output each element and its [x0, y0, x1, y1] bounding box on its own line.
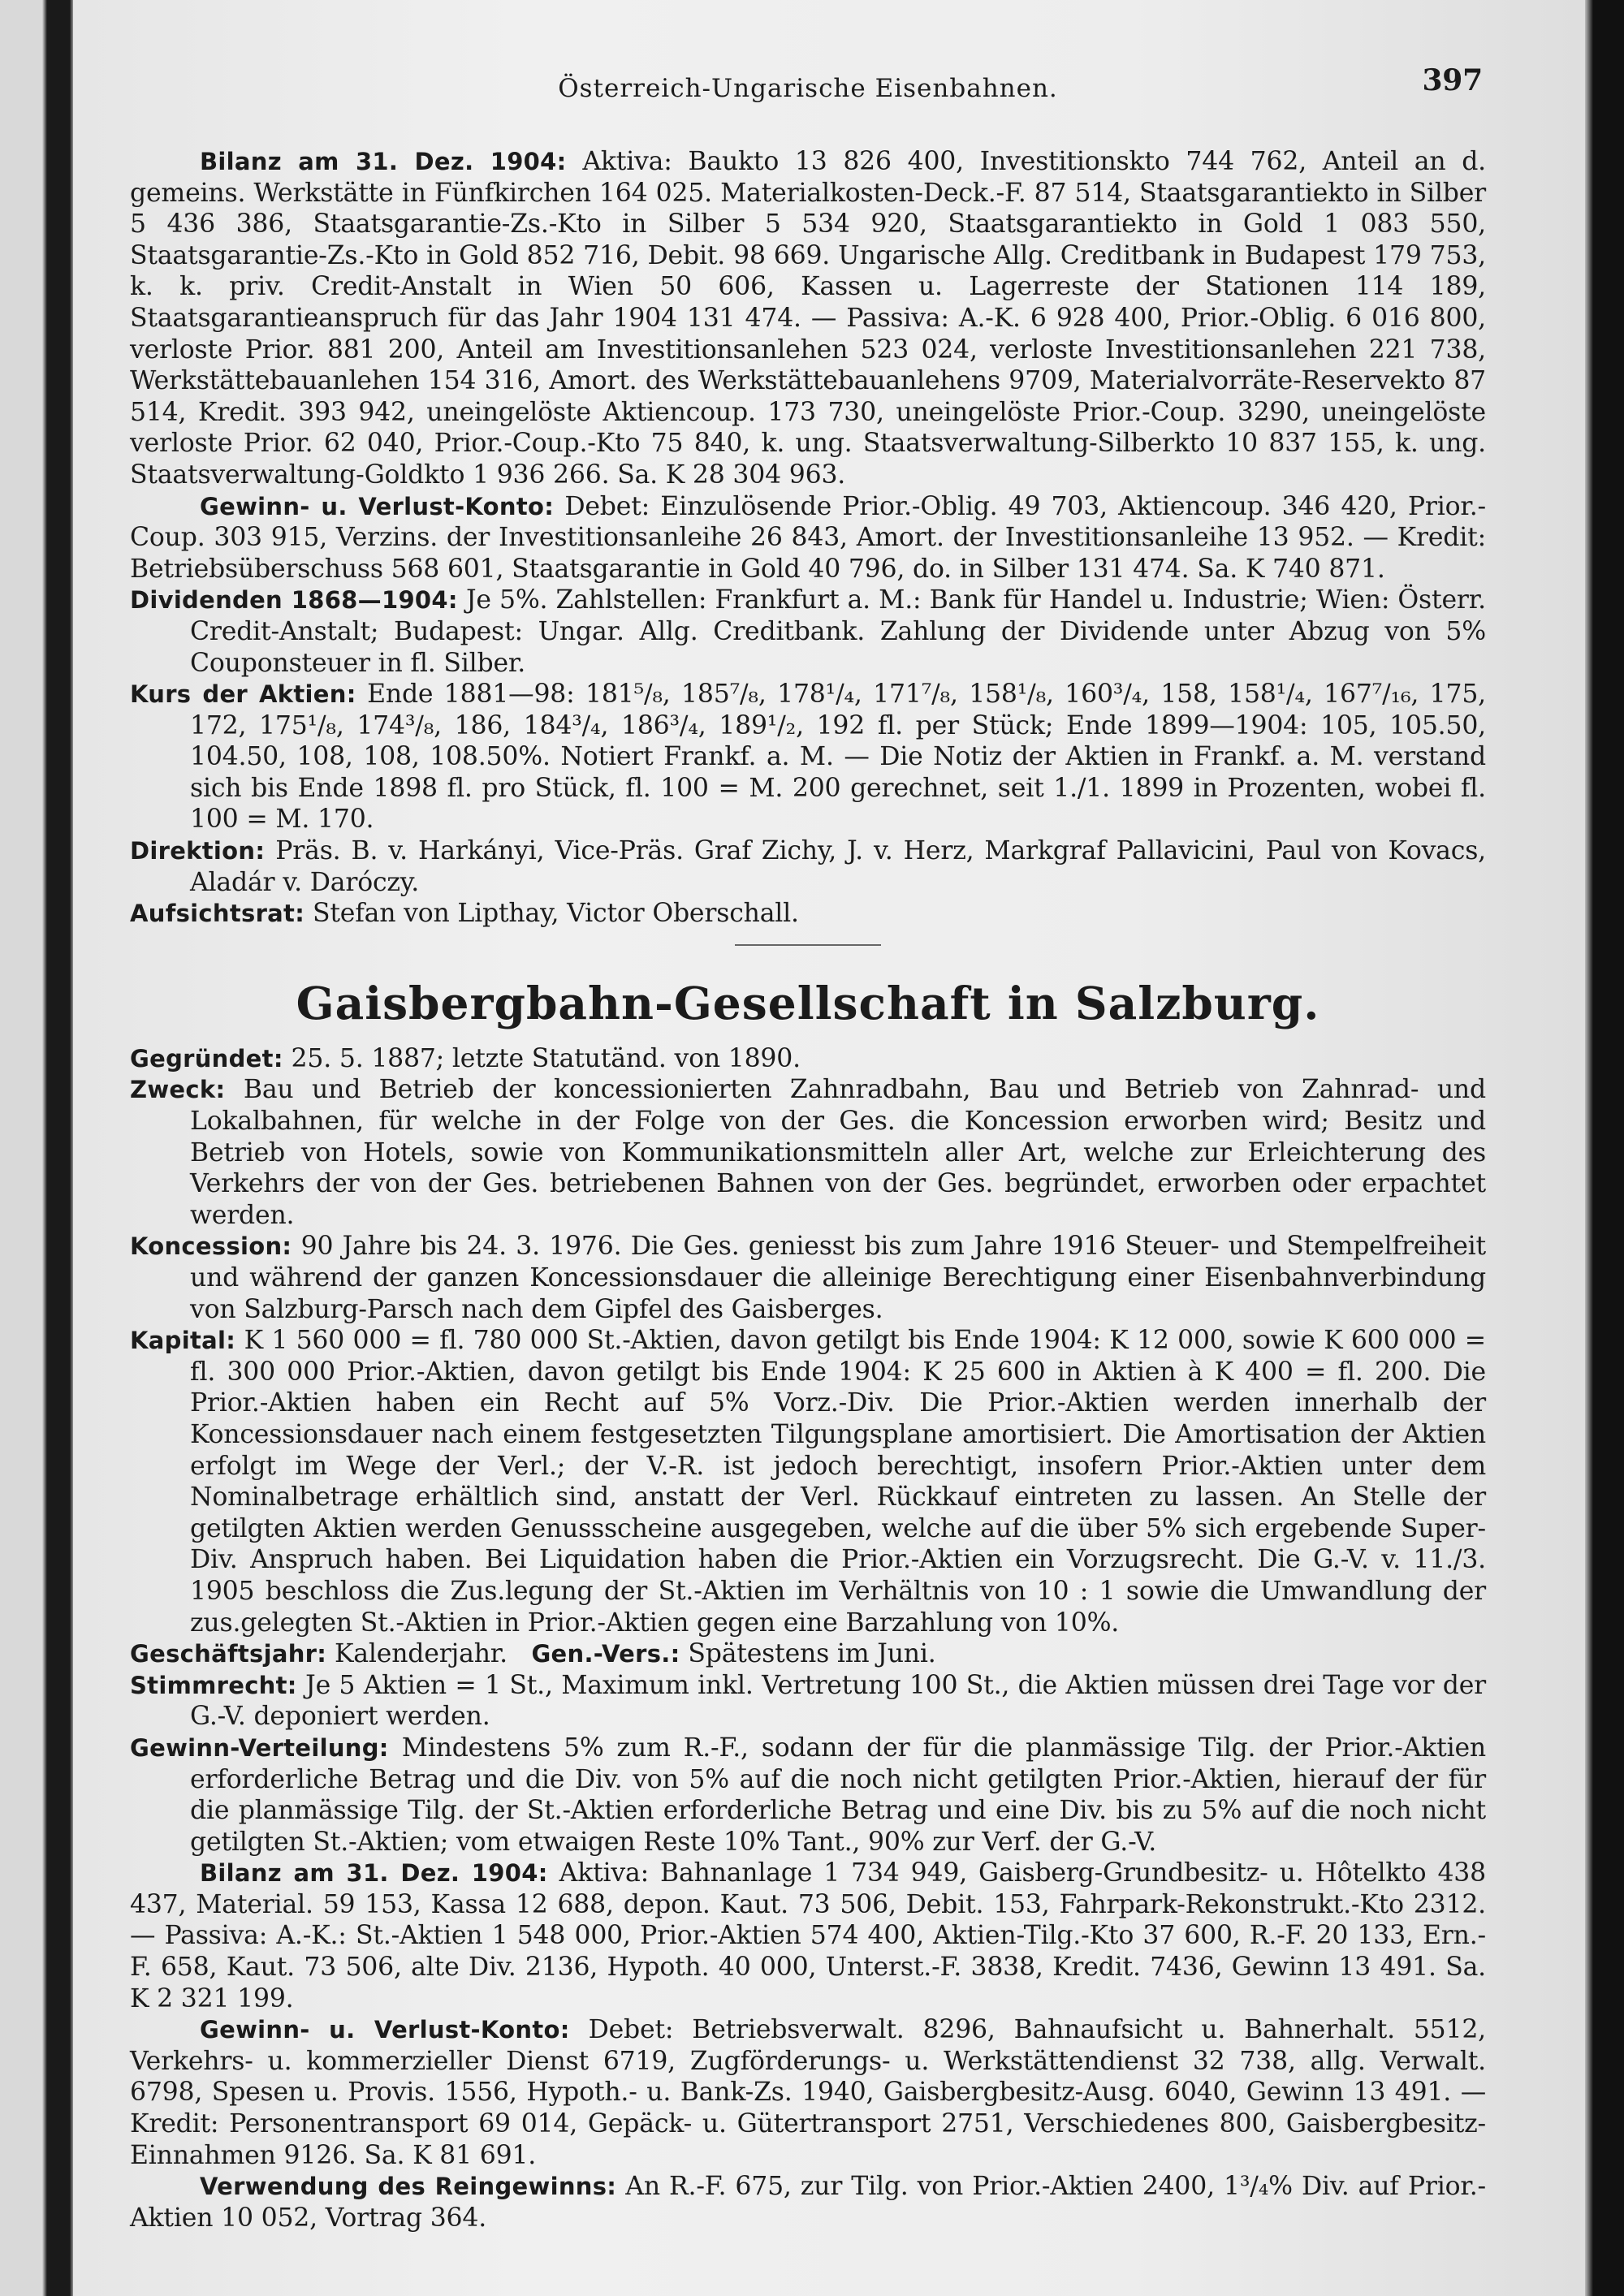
bilanz-1904-paragraph: [130, 146, 1486, 491]
book-page: [73, 0, 1585, 2296]
gewinnverteilung-paragraph: [130, 1733, 1486, 1858]
geschaeftsjahr-paragraph: [130, 1638, 1486, 1670]
gewinnverteilung-label: Gewinn-Verteilung:: [130, 1733, 389, 1762]
verwendung-label: Verwendung des Reingewinns:: [200, 2173, 617, 2201]
kurs-label: Kurs der Aktien:: [130, 680, 356, 709]
geschaeftsjahr-label: Geschäftsjahr:: [130, 1640, 327, 1668]
zweck-paragraph: [130, 1074, 1486, 1231]
kurs-text: Ende 1881—98: 181⁵/₈, 185⁷/₈, 178¹/₄, 171⁷/₈, 158¹/₈, 160³/₄, 158, 158¹/₄, 167⁷/₁₆, 175, 172, 175¹/₈, 174³/₈, 186, 184³/₄, 186³/₄, 189¹/₂, 192 fl. per Stück; Ende 1899—1904: 105, 105.50, 104.50, 108, 108, 108.50%. Notiert Frankf. a. M. — Die Notiz der Aktien in Frankf. a. M. verstand sich bis Ende 1898 fl. pro Stück, fl. 100 = M. 200 gerechnet, seit 1./1. 1899 in Prozenten, wobei fl. 100 = M. 170.: [190, 680, 1486, 835]
bilanz-text: Aktiva: Baukto 13 826 400, Investitionskto 744 762, Anteil an d. gemeins. Werkstätte in Fünfkirchen 164 025. Materialkosten-Deck.-F. 87 514, Staatsgarantiekto in Silber 5 436 386, Staatsgarantie-Zs.-Kto in Silber 5 534 920, Staatsgarantiekto in Gold 1 083 550, Staatsgarantie-Zs.-Kto in Gold 852 716, Debit. 98 669. Ungarische Allg. Creditbank in Budapest 179 753, k. k. priv. Credit-Anstalt in Wien 50 606, Kassen u. Lagerreste der Stationen 114 189, Staatsgarantieanspruch für das Jahr 1904 131 474. — Passiva: A.-K. 6 928 400, Prior.-Oblig. 6 016 800, verloste Prior. 881 200, Anteil am Investitionsanlehen 523 024, verloste Investitionsanlehen 221 738, Werkstättebauanlehen 154 316, Amort. des Werkstättebauanlehens 9709, Materialvorräte-Reservekto 87 514, Kredit. 393 942, uneingelöste Aktiencoup. 173 730, uneingelöste Prior.-Coup. 3290, uneingelöste verloste Prior. 62 040, Prior.-Coup.-Kto 75 840, k. ung. Staatsverwaltung-Silberkto 10 837 155, k. ung. Staatsverwaltung-Goldkto 1 936 266. Sa. K 28 304 963.: [130, 147, 1486, 490]
gegruendet-label: Gegründet:: [130, 1044, 283, 1072]
gaisberg-gewinn-paragraph: [130, 2014, 1486, 2171]
gen-vers-label: Gen.-Vers.:: [531, 1640, 680, 1668]
section-divider: [735, 944, 881, 946]
kapital-label: Kapital:: [130, 1327, 236, 1355]
gen-vers-text: Spätestens im Juni.: [688, 1639, 936, 1669]
page-number: 397: [1422, 63, 1483, 97]
gewinn-verlust-paragraph: [130, 491, 1486, 585]
kapital-text: K 1 560 000 = fl. 780 000 St.-Aktien, davon getilgt bis Ende 1904: K 12 000, sowie K 600 000 = fl. 300 000 Prior.-Aktien, davon getilgt bis Ende 1904: K 25 600 in Aktien à K 400 = fl. 200. Die Prior.-Aktien haben ein Recht auf 5% Vorz.-Div. Die Prior.-Aktien werden innerhalb der Koncessionsdauer nach einem festgesetzten Tilgungsplane amortisiert. Die Amortisation der Aktien erfolgt im Wege der Verl.; der V.-R. ist jedoch berechtigt, insofern Prior.-Aktien unter dem Nominalbetrage erhältlich sind, anstatt der Verl. Rückkauf eintreten zu lassen. An Stelle der getilgten Aktien werden Genussscheine ausgegeben, welche auf die über 5% sich ergebende Super-Div. Anspruch haben. Bei Liquidation haben die Prior.-Aktien ein Vorzugsrecht. Die G.-V. v. 11./3. 1905 beschloss die Zus.legung der St.-Aktien im Verhältnis von 10 : 1 sowie die Umwandlung der zus.gelegten St.-Aktien in Prior.-Aktien gegen eine Barzahlung von 10%.: [190, 1326, 1486, 1638]
gaisberg-bilanz-paragraph: [130, 1858, 1486, 2014]
gewinn-label: Gewinn- u. Verlust-Konto:: [200, 492, 555, 520]
gewinnverteilung-text: Mindestens 5% zum R.-F., sodann der für die planmässige Tilg. der Prior.-Aktien erforderliche Betrag und die Div. von 5% auf die noch nicht getilgten Prior.-Aktien, hierauf der für die planmässige Tilg. der St.-Aktien erforderliche Betrag und eine Div. bis zu 5% auf die noch nicht getilgten St.-Aktien; vom etwaigen Reste 10% Tant., 90% zur Verf. der G.-V.: [190, 1733, 1486, 1857]
section-title: Gaisbergbahn-Gesellschaft in Salzburg.: [296, 976, 1320, 1029]
gaisberg-bilanz-text: Aktiva: Bahnanlage 1 734 949, Gaisberg-Grundbesitz- u. Hôtelkto 438 437, Material. 59 153, Kassa 12 688, depon. Kaut. 73 506, Debit. 153, Fahrpark-Rekonstrukt.-Kto 2312. — Passiva: A.-K.: St.-Aktien 1 548 000, Prior.-Aktien 574 400, Aktien-Tilg.-Kto 37 600, R.-F. 20 133, Ern.-F. 658, Kaut. 73 506, alte Div. 2136, Hypoth. 40 000, Unterst.-F. 3838, Kredit. 7436, Gewinn 13 491. Sa. K 2 321 199.: [130, 1858, 1486, 2013]
kapital-paragraph: [130, 1325, 1486, 1638]
bilanz-label: Bilanz am 31. Dez. 1904:: [200, 148, 567, 175]
gegruendet-paragraph: [130, 1043, 1486, 1075]
verwendung-paragraph: [130, 2171, 1486, 2233]
aufsichtsrat-text: Stefan von Lipthay, Victor Oberschall.: [312, 899, 799, 929]
dividenden-paragraph: [130, 585, 1486, 679]
scan-left-edge: [0, 0, 75, 2296]
koncession-label: Koncession:: [130, 1232, 292, 1261]
running-title: Österreich-Ungarische Eisenbahnen.: [558, 74, 1058, 103]
gaisberg-gewinn-label: Gewinn- u. Verlust-Konto:: [200, 2016, 570, 2044]
page-header: [130, 65, 1486, 107]
geschaeftsjahr-text: Kalenderjahr.: [334, 1639, 508, 1669]
gewinn-text: Debet: Einzulösende Prior.-Oblig. 49 703, Aktiencoup. 346 420, Prior.-Coup. 303 915, Verzins. der Investitionsanleihe 26 843, Amort. der Investitionsanleihe 13 952. — Kredit: Betriebsüberschuss 568 601, Staatsgarantie in Gold 40 796, do. in Silber 131 474. Sa. K 740 871.: [130, 491, 1486, 584]
koncession-text: 90 Jahre bis 24. 3. 1976. Die Ges. geniesst bis zum Jahre 1916 Steuer- und Stempelfreiheit und während der ganzen Koncessionsdauer die alleinige Berechtigung einer Eisenbahnverbindung von Salzburg-Parsch nach dem Gipfel des Gaisberges.: [190, 1232, 1486, 1324]
direktion-text: Präs. B. v. Harkányi, Vice-Präs. Graf Zichy, J. v. Herz, Markgraf Pallavicini, Paul von Kovacs, Aladár v. Daróczy.: [190, 836, 1486, 897]
gaisberg-bilanz-label: Bilanz am 31. Dez. 1904:: [200, 1859, 548, 1888]
aufsichtsrat-paragraph: [130, 898, 1486, 930]
stimmrecht-paragraph: [130, 1670, 1486, 1733]
stimmrecht-text: Je 5 Aktien = 1 St., Maximum inkl. Vertretung 100 St., die Aktien müssen drei Tage vor der G.-V. deponiert werden.: [190, 1670, 1486, 1732]
gaisberg-gewinn-text: Debet: Betriebsverwalt. 8296, Bahnaufsicht u. Bahnerhalt. 5512, Verkehrs- u. kommerzieller Dienst 6719, Zugförderungs- u. Werkstättendienst 32 738, allg. Verwalt. 6798, Spesen u. Provis. 1556, Hypoth.- u. Bank-Zs. 1940, Gaisbergbesitz-Ausg. 6040, Gewinn 13 491. — Kredit: Personentransport 69 014, Gepäck- u. Gütertransport 2751, Verschiedenes 800, Gaisbergbesitz-Einnahmen 9126. Sa. K 81 691.: [130, 2015, 1486, 2170]
zweck-label: Zweck:: [130, 1076, 226, 1104]
scan-right-edge: [1585, 0, 1624, 2296]
stimmrecht-label: Stimmrecht:: [130, 1671, 297, 1699]
verwendung-text: An R.-F. 675, zur Tilg. von Prior.-Aktien 2400, 1³/₄% Div. auf Prior.-Aktien 10 052, Vortrag 364.: [130, 2172, 1486, 2233]
direktion-label: Direktion:: [130, 837, 266, 865]
koncession-paragraph: [130, 1231, 1486, 1325]
aufsichtsrat-label: Aufsichtsrat:: [130, 900, 305, 928]
zweck-text: Bau und Betrieb der koncessionierten Zahnradbahn, Bau und Betrieb von Zahnrad- und Lokalbahnen, für welche in der Folge von der Ges. die Koncession erworben wird; Besitz und Betrieb von Hotels, sowie von Kommunikationsmitteln aller Art, welche zur Erleichterung des Verkehrs der von der Ges. betriebenen Bahnen von der Ges. begründet, erworben oder erpachtet werden.: [190, 1075, 1486, 1230]
dividenden-text: Je 5%. Zahlstellen: Frankfurt a. M.: Bank für Handel u. Industrie; Wien: Österr. Credit-Anstalt; Budapest: Ungar. Allg. Creditbank. Zahlung der Dividende unter Abzug von 5% Couponsteuer in fl. Silber.: [190, 585, 1486, 678]
kurs-paragraph: [130, 679, 1486, 835]
page-content: [130, 65, 1486, 2233]
gegruendet-text: 25. 5. 1887; letzte Statutänd. von 1890.: [291, 1043, 801, 1073]
dividenden-label: Dividenden 1868—1904:: [130, 586, 458, 615]
direktion-paragraph: [130, 835, 1486, 898]
